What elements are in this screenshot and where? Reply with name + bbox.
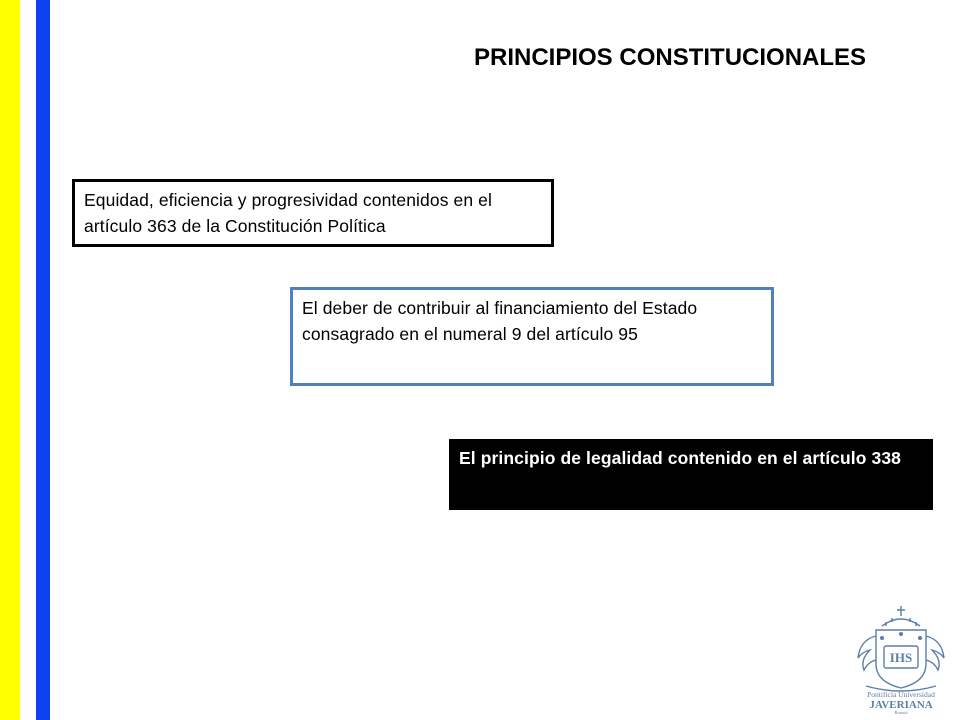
javeriana-logo [852,604,950,714]
left-blue-bar [36,0,50,720]
logo-monogram: IHS [889,650,913,665]
principle-box-duty-to-contribute: El deber de contribuir al financiamiento del Estado consagrado en el numeral 9 del artículo 95 [290,287,774,386]
slide-title: PRINCIPIOS CONSTITUCIONALES [474,44,867,71]
principle-box-legality: El principio de legalidad contenido en el artículo 338 [449,439,933,510]
left-yellow-bar [0,0,20,720]
logo-line-3: Bogotá [894,710,908,714]
principle-box-equity: Equidad, eficiencia y progresividad contenidos en el artículo 363 de la Constitución Política [72,179,554,247]
logo-line-1: Pontificia Universidad [867,690,935,699]
logo-line-2: JAVERIANA [869,699,933,711]
